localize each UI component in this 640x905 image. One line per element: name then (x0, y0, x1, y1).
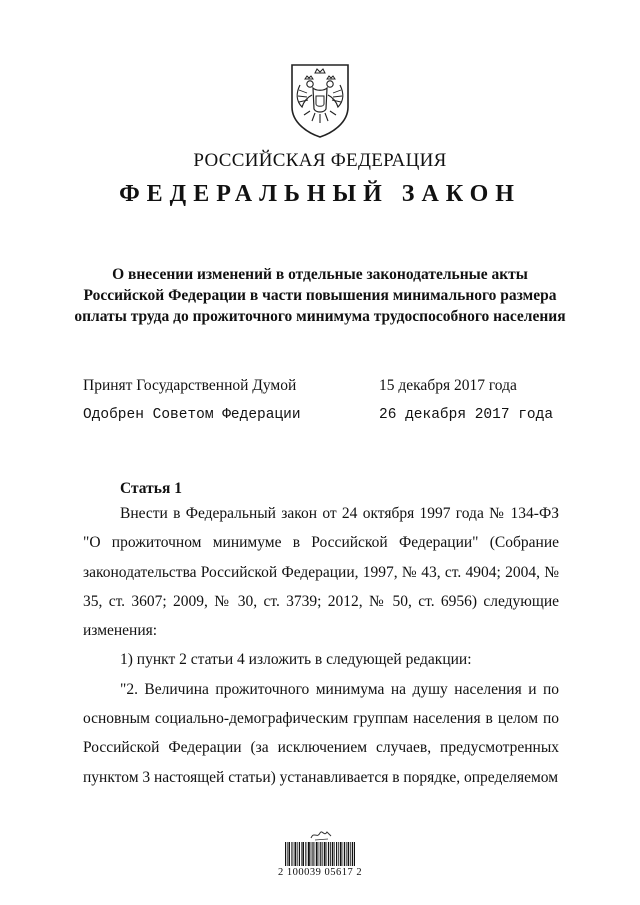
council-approval-label: Одобрен Советом Федерации (83, 407, 301, 423)
law-subject-title (60, 264, 580, 327)
subject-line: оплаты труда до прожиточного минимума трудоспособного населения (74, 308, 566, 325)
law-type-heading: ФЕДЕРАЛЬНЫЙ ЗАКОН (119, 181, 521, 207)
council-approval-date: 26 декабря 2017 года (379, 407, 554, 423)
subject-line: О внесении изменений в отдельные законодательные акты (112, 266, 528, 283)
country-heading: РОССИЙСКАЯ ФЕДЕРАЦИЯ (193, 150, 447, 171)
barcode-icon (285, 842, 355, 866)
duma-adoption-date: 15 декабря 2017 года (379, 377, 517, 394)
article-title: Статья 1 (120, 480, 182, 497)
article-paragraph: 1) пункт 2 статьи 4 изложить в следующей редакции: (120, 651, 472, 669)
article-paragraph: Внести в Федеральный закон от 24 октября 1997 года № 134-ФЗ "О прожиточном минимуме в Российской Федерации" (Собрание законодательства Российской Федерации, 1997, № 43, ст. 4904; 2004, № 35, ст. 3607; 2009, № 30, ст. 3739; 2012, № 50, ст. 6956) следующие изменения: (83, 505, 559, 640)
duma-adoption-label: Принят Государственной Думой (83, 377, 297, 394)
article-body (83, 499, 559, 792)
handwritten-mark-icon (310, 827, 332, 841)
article-paragraph: "2. Величина прожиточного минимума на душу населения и по основным социально-демографическим группам населения в целом по Российской Федерации (за исключением случаев, предусмотренных пунктом 3 настоящей статьи) устанавливается в порядке, определяемом (83, 680, 559, 786)
barcode-number: 2 100039 05617 2 (277, 867, 363, 878)
subject-line: Российской Федерации в части повышения минимального размера (83, 287, 557, 304)
coat-of-arms-emblem (288, 63, 352, 139)
